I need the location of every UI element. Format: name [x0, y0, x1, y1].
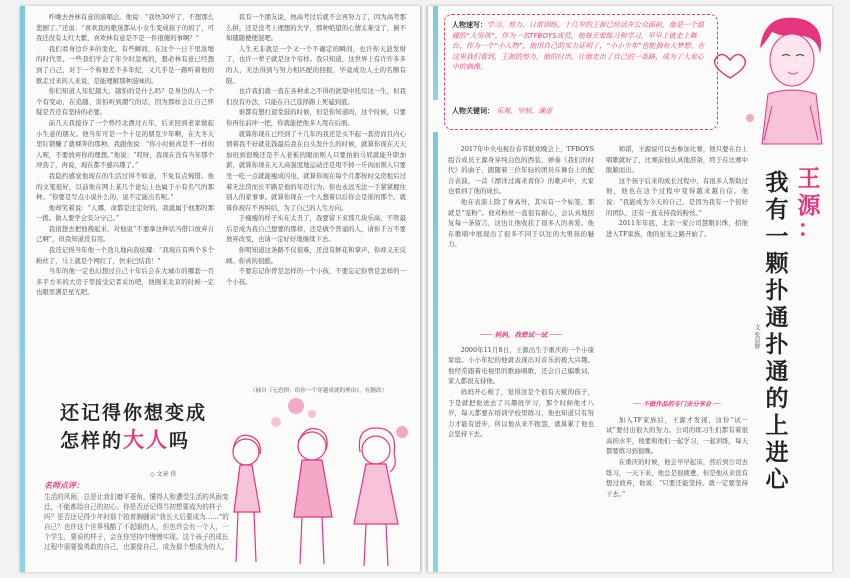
paragraph: 他却笑着说：“人哪，命都是注定好的，我就属于他那的那一拨。做人要学会安分守己。” — [36, 203, 214, 223]
paragraph: 妈妈开心极了，觉得这是个很有天赋的孩子，于是就把他送去了兴趣班学习，那个时候他才八岁，每天都要在培训学校里练习，他也知道只有努力才能有进步，所以他从来不抱怨，就算累了他也会坚持下去。 — [448, 387, 594, 439]
article-author: ◇ 文章 佚 — [150, 471, 177, 478]
headline-char: 源 — [797, 193, 821, 219]
summary-label: 人物速写： — [452, 21, 487, 29]
headline-col-2 — [762, 170, 792, 494]
paragraph: 师诺，王源说可以去参加比赛，他只要在台上唱歌就好了，比赛前他认真地准备，终于在比赛中脱颖而出。 — [606, 145, 748, 175]
source-note: （摘自《无恐惧：给你一个穿越成就的理由》，有删改） — [250, 388, 388, 394]
headline — [762, 166, 826, 496]
title-segment: 吗 — [169, 430, 191, 452]
section-heading-1-label: 妈妈，我想试一试 — [494, 331, 548, 339]
summary-text: 学习、努力、日常训练，十几岁的王源已经活在公众面前，他是一个温暖的“大男孩”。作为一名TFBOYS成员，他每天要练习和学习，早早上就走上舞台，作为一个“小人物”，他用自己的实力证明了，“小小少年”也能拥有大梦想。在这里我们看到，王源的努力，他的付出，让他走出了自己的一条路，成为了大家心中的偶像。 — [452, 21, 705, 71]
section-heading-1: ─── 妈妈，我想试一试 ─── — [480, 331, 562, 339]
paragraph: 咋晚去吾林有意的演唱会。他说：“我快30岁了，不想那么悲剧了。”还说：“喜欢我的歌迷都从小女生变成孩子的妈了，可我还没有太红大紫，喜欢林有意是不是一件很傻的事啊？” — [36, 13, 214, 43]
headline-char: 扑 — [765, 332, 789, 358]
headline-char: 通 — [765, 305, 789, 331]
right-page-top-bar — [433, 6, 438, 100]
paragraph: 我还记得当年他一个劲儿地向我炫耀：“我现在有两个多个粉丝了，马上就是个网红了，快来巴结我！” — [36, 246, 214, 265]
title-highlight: 大人 — [123, 428, 170, 452]
keywords-label: 人物关键词： — [452, 107, 494, 115]
paragraph: 我们看身边许多的变化，有些瞬间，在这个一日千里浓缩的时代里，一些我们学会了年少时忽视的，想必林有意已经想到了自己，对于一个和他差不多年纪，又几乎是一路听着他的歌走过来的人来说，是能理解那种滋味的。 — [36, 44, 214, 85]
paragraph: 2011年年底，北京一家公司慧眼识珠，招他进入TF家族，他的星光之路开始了。 — [606, 219, 748, 238]
profile-summary-box — [444, 14, 718, 130]
left-page-edge-bar — [20, 6, 25, 572]
headline-char: 上 — [765, 413, 789, 439]
book-spine — [420, 6, 428, 572]
article-title-line-2 — [60, 424, 190, 454]
headline-char: 一 — [765, 224, 789, 250]
paragraph: 加入TF家族后，王源才发现，这份“试一试”要付出很大的努力。公司的练习生们都有着很高的水平，他要和他们一起学习，一起训练，每天都要练习到很晚。 — [606, 415, 748, 456]
headline-char: 扑 — [765, 278, 789, 304]
left-column-1 — [36, 12, 214, 394]
headline-char: 心 — [765, 467, 789, 493]
paragraph: 谁都有想打退堂鼓的时候，但是你知道吗，这个时候，只要你再往前冲一把，你就能把他多人甩在后面。 — [226, 108, 406, 127]
paragraph: 人生无非就是一个又一个不确定的瞬间，也许你天波发财了，也许一辈子就是这个穷样。我只知道，这世界上有许许多多的人，无法得到与努力相匹配的回报，毕竟成功人士的名额有限。 — [226, 44, 406, 85]
comment-label: 名师点评： — [44, 481, 84, 490]
boy-illustration — [710, 8, 828, 146]
paragraph: 不要忘记你曾是怎样的一个小孩，不要忘记你曾是怎样的一个小孩。 — [226, 267, 406, 286]
headline-char: 我 — [765, 170, 789, 196]
right-page — [428, 6, 832, 572]
headline-char: ： — [797, 216, 821, 242]
headline-char: 颗 — [765, 251, 789, 277]
headline-char: 王 — [797, 166, 821, 192]
right-page-edge-bar — [433, 132, 438, 572]
title-segment: 怎样的 — [60, 430, 124, 452]
paragraph: 我有一个朋友说，他高考过后就不会再努力了，因为高考那么拼，还是没考上理想的大学，那种绝望的心情太难受了，倒不如随随便便混吧。 — [226, 13, 406, 43]
section-heading-2-label: 不做作品的专门去分享会 — [642, 401, 712, 408]
headline-char: 有 — [765, 197, 789, 223]
paragraph: 我很想去把他拽起来，对他说“不要拿这种话当借口放弃自己啊”，但我知道没有用。 — [36, 224, 214, 244]
paragraph: 在重庆的时候，他会早早起床，然后到公司去练习，一天下来，他总是很疲惫，但是他从来没有想过放弃，他说：“只要还能坚持，就一定要坚持下去。” — [606, 457, 748, 498]
article-title-line-1: 还记得你想变成 — [60, 402, 208, 424]
paragraph: 这个孩子后来的成长过程中，有很多人帮助过他，他也在这个过程中变得越来越自信。他说：“我能成为今天的自己，是因为我有一个很好的团队，还有一直支持我的粉丝。” — [606, 176, 748, 217]
paragraph: 他在表演上除了身高外，其实有一个标签，那就是“宠粉”。他对粉丝一直很有耐心，会认真地回复每一条留言，这也让他收获了很多人的喜爱。他在歌唱中展现出了很多不同于以往的大男孩的魅力。 — [448, 197, 594, 249]
byline: 文 张晨辉 — [753, 324, 760, 350]
right-column-1 — [448, 144, 594, 567]
section-heading-2: ── 不做作品的专门去分享会 ── — [633, 401, 721, 408]
headline-char: 通 — [765, 359, 789, 385]
paragraph: 2000年11月8日，王源出生于重庆的一个小康家庭。小小年纪的他就表现出对音乐的极大兴趣。他经常跟着电视里的歌曲唱歌，还会自己编歌词，家人都很支持他。 — [448, 345, 594, 386]
girls-illustration — [216, 392, 420, 572]
paragraph: 于瘦瘦的样子实在太丑了，我要留下来那几块乐高，不管最后是成为我自己想要的那样，还是做个普通的人，请你千万不要放弃改变，也请一定好好地继续下去。 — [226, 214, 406, 244]
left-page — [20, 6, 420, 572]
keywords-text: 乐观、坚韧、谦虚 — [496, 107, 553, 115]
paragraph: 就算你现在已经到了十几年的我还是买不起一套房而且内心情着我不好就花钱最后我在白头发什么的时候，就算你现在天天加班到很晚还是不入老板的眼而则人只要拍拍马屁就能升职加薪，就算你现在天天高强度地运动还是甩不掉一斤肉而则人只要坐一吃一点就能瘦成闪电，就算你现在每个月都按时交房租后过着无法贷而长平路是他的年迈行为，你也永远无法一手紧紧握住别人的家事事。就算你现在一个人想着以后你会是谁的那个。就算你现在不再纠结，为了自己的人生方向。 — [226, 129, 406, 212]
paragraph: 当年的他一定也幻想过自己十年后会在大城市的哪套一百多平方米的大房子里接受记者采访吧，他刚来北京的时候一定也眼里满是星光吧。 — [36, 267, 214, 297]
paragraph: 我隐约感觉他现在的生活过得不如意，不免有点惋惜。他的文笔很好，以前他在网上某几个论坛上也属于小有名气的那种。“你要是写点小说什么的，说不定能出名呢。” — [36, 171, 214, 202]
headline-col-1 — [794, 166, 824, 242]
headline-char: 进 — [765, 440, 789, 466]
paragraph: 你们知道人年纪越大，越怕的是什么吗？是身边的人一个个有变动，在追随、害怕听到潮气的话，因为那样会让自己怀疑是否还有坚持的必要。 — [36, 87, 214, 117]
left-column-2 — [226, 12, 406, 382]
author-name: 文章 佚 — [156, 471, 177, 478]
paragraph: 前几天我接待了一个曾经北漂过五年，后来回到老家做起小生意的朋友。他当年可是一个十足的朋克少年啊，在大冬天里钉锁赚了就裸奔的那种。我跟他说：“你小时候真是不一样的人呢，不要放弃你的理想。”他说：“哎呀，我现在没有当年那个冲劲了，再说，现在都不感兴趣了。” — [36, 118, 214, 170]
comment-text: 生活的风雨，总是让我们磨平菱角，懂得人和遭受生活的风雨变迁，不能都给自己的初心。你是否还记得当初想要成为的样子吗？是否还记得少年时那个拍着胸脯说“我长大后要成为……”的自己？也许这个世界残酷了不起眼的人，但也许会有一个人，一个学生，要说的样子，会在你坚持中慢慢实现。这个孩子的成长过程中需要像勇敢的自己，也要像自己，成为那个想成为的人。 — [44, 493, 229, 551]
paragraph: 也许我们就一直在各种求之不得的欲望中托尽这一生，但我们没有办法，只能在自己选择路上死磕到底。 — [226, 87, 406, 106]
paragraph: 2017年中央电视台春节联欢晚会上，TFBOYS组合成员王源身穿纯白色的西装，弹奏《我们的时代》的曲子，跟随着三位年轻的团员在舞台上的配合表演，一首《漂洋过海来看你》的歌声中，大家也看到了他的成长。 — [448, 145, 594, 196]
paragraph: 你明知道这条路不仅很难，还没有鲜花和掌声，你却义无反顾。你真的很酷。 — [226, 246, 406, 265]
right-column-2 — [606, 144, 748, 567]
headline-char: 的 — [765, 386, 789, 412]
